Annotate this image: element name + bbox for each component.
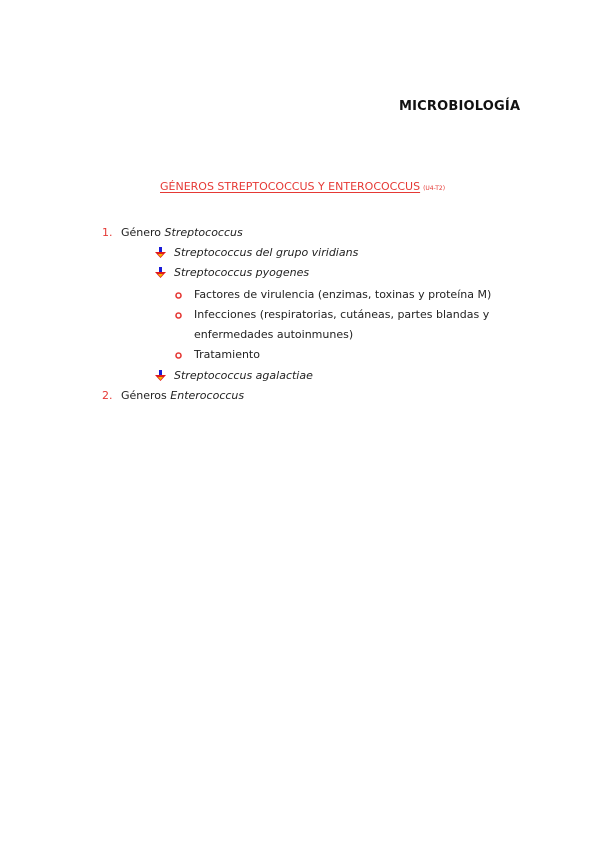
outline-subitem-pyogenes-label: Streptococcus pyogenes (174, 266, 310, 279)
outline-item-1-label-italic: Streptococcus (164, 226, 243, 239)
document-heading-main: GÉNEROS STREPTOCOCCUS Y ENTEROCOCCUS (160, 180, 421, 193)
outline-item-2-number: 2. (102, 389, 113, 402)
outline-item-2-label (121, 389, 244, 403)
arrow-down-bullet-icon (155, 267, 166, 278)
outline-item-1-label (121, 226, 243, 240)
circle-bullet-icon (175, 312, 182, 319)
circle-bullet-icon (175, 292, 182, 299)
outline-item-2-label-plain: Géneros (121, 389, 171, 402)
outline-nested-item-infections-label-line1: Infecciones (respiratorias, cutáneas, partes blandas y (194, 308, 490, 321)
circle-bullet-icon (175, 352, 182, 359)
document-heading-code: (U4-T2) (423, 185, 446, 192)
outline-item-1-label-plain: Género (121, 226, 165, 239)
outline-item-1-number: 1. (102, 226, 113, 239)
outline-nested-item-infections-label-line2: enfermedades autoinmunes) (194, 328, 354, 341)
outline-item-2-label-italic: Enterococcus (170, 389, 245, 402)
document-heading (160, 175, 445, 194)
arrow-down-bullet-icon (155, 370, 166, 381)
page-header-title: MICROBIOLOGÍA (399, 99, 521, 114)
outline-nested-item-treatment-label: Tratamiento (194, 348, 260, 361)
outline-subitem-viridians-label: Streptococcus del grupo viridians (174, 246, 359, 259)
outline-nested-item-virulence-label: Factores de virulencia (enzimas, toxinas y proteína M) (194, 288, 492, 301)
arrow-down-bullet-icon (155, 247, 166, 258)
outline-subitem-agalactiae-label: Streptococcus agalactiae (174, 369, 313, 382)
